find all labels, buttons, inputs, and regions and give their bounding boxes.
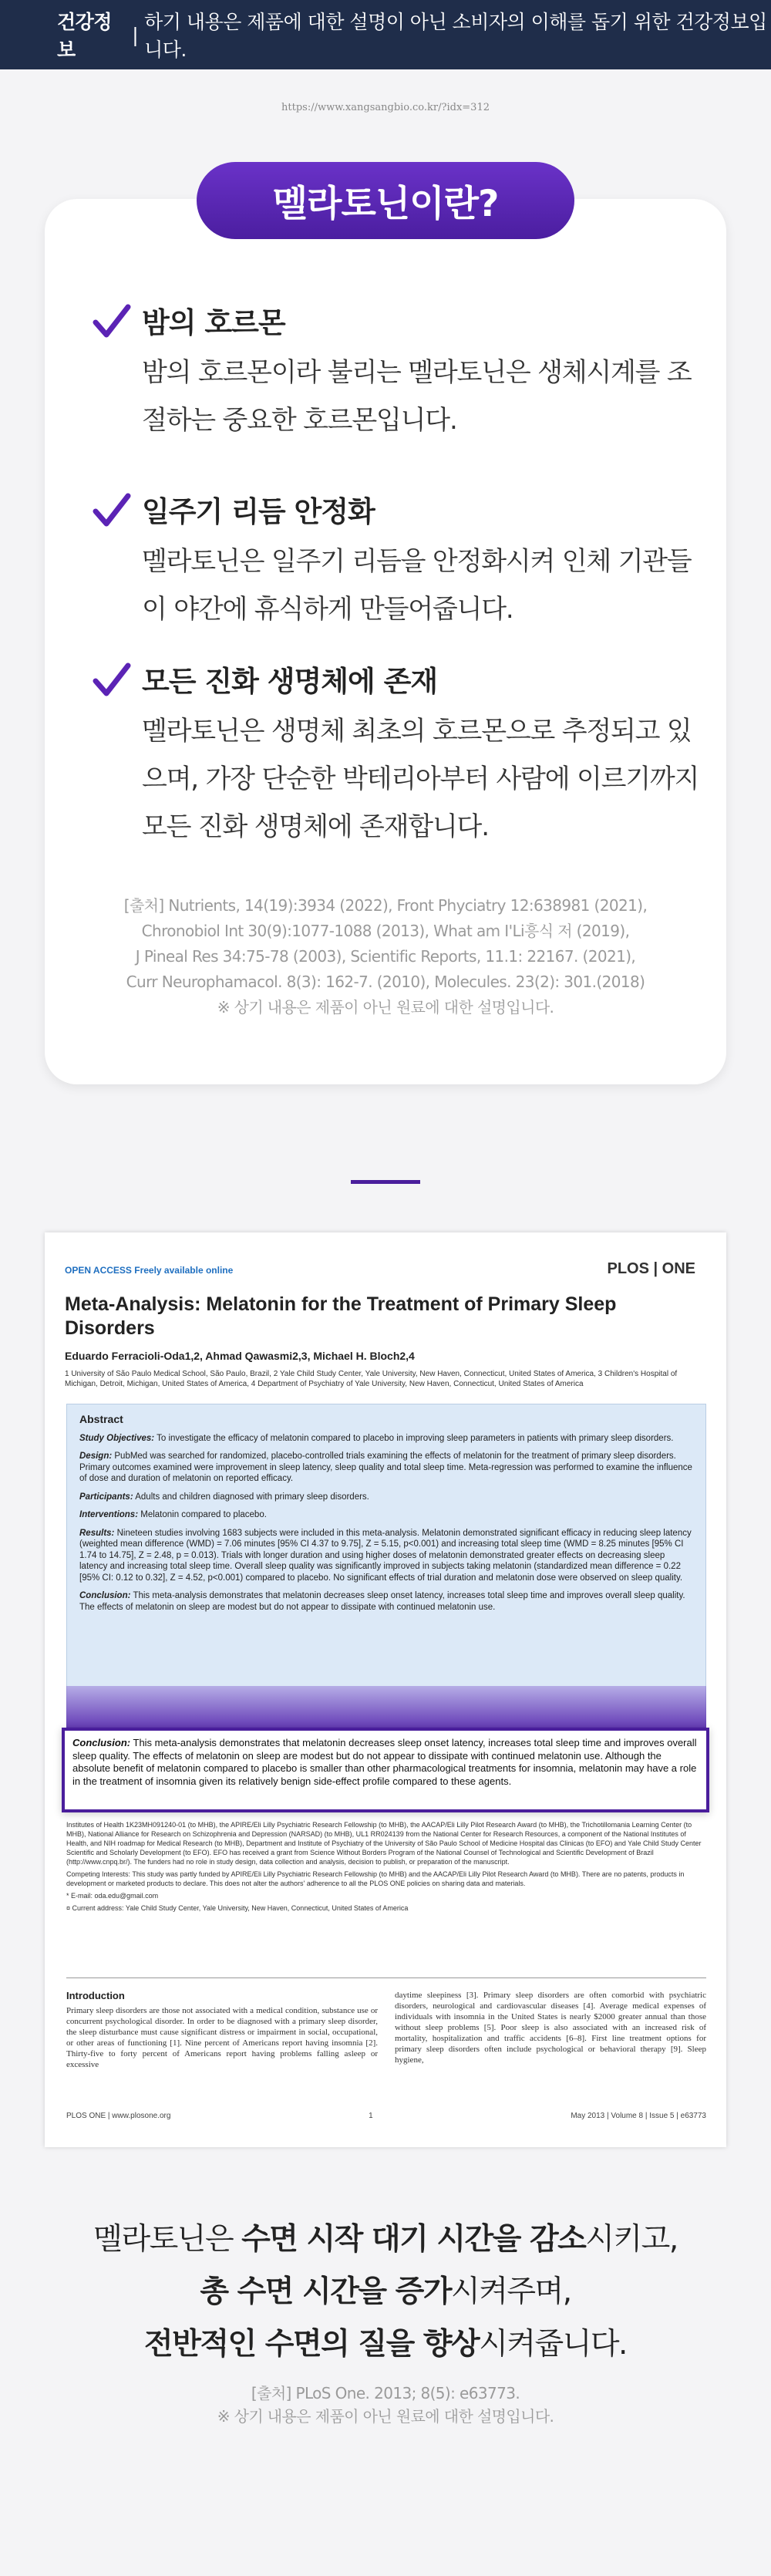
summary-line-3: 전반적인 수면의 질을 향상시켜줍니다. [144, 2327, 627, 2362]
summary-line-1: 멜라토닌은 수면 시작 대기 시간을 감소시키고, [93, 2222, 678, 2257]
meta-line: ¤ Current address: Yale Child Study Center, Yale University, New Haven, Connecticut, United States of America [66, 1904, 409, 1912]
section-divider [351, 1180, 420, 1184]
abstract-paragraph: Interventions: Melatonin compared to placebo. [79, 1510, 267, 1519]
footer-page: 1 [369, 2112, 373, 2120]
highlighted-conclusion [62, 1728, 709, 1812]
checkmark-icon [93, 491, 131, 530]
plos-logo: PLOS | ONE [607, 1260, 695, 1277]
melatonin-info-card [45, 199, 726, 1084]
paper-screenshot [45, 1232, 726, 2147]
intro-heading: Introduction [66, 1990, 125, 2001]
paper-authors: Eduardo Ferracioli-Oda1,2, Ahmad Qawasmi2,3, Michael H. Bloch2,4 [65, 1350, 415, 1362]
item-heading: 일주기 리듬 안정화 [142, 495, 375, 528]
paper-footer [66, 2112, 706, 2120]
summary-source-citation: [출처] PLoS One. 2013; 8(5): e63773. [251, 2384, 520, 2402]
summary-line-2: 총 수면 시간을 증가시켜주며, [200, 2274, 571, 2309]
banner-separator: | [132, 23, 139, 46]
abstract-paragraph: Conclusion: This meta-analysis demonstrates that melatonin decreases sleep onset latency, increases total sleep time and improves overall sleep quality. The effects of melatonin on sleep are modest but do not appear to dissipate with continued melatonin use. [79, 1591, 685, 1612]
paper-abstract [66, 1404, 706, 1728]
highlight-overlay [66, 1686, 706, 1728]
item-body: 멜라토닌은 생명체 최초의 호르몬으로 추정되고 있으며, 가장 단순한 박테리아부터 사람에 이르기까지 모든 진화 생명체에 존재합니다. [142, 716, 699, 842]
paper-affiliations: 1 University of São Paulo Medical School, São Paulo, Brazil, 2 Yale Child Study Center, Yale University, New Haven, Connecticut, United States of America, 3 Children's Hospital of Michigan, Detroit, Michigan, United States of America, 4 Department of Psychiatry of Yale University, New Haven, Connecticut, United States of America [65, 1370, 678, 1388]
health-info-banner [0, 0, 771, 69]
conclusion-text: This meta-analysis demonstrates that melatonin decreases sleep onset latency, increases total sleep time and improves overall sleep quality. The effects of melatonin on sleep are modest but do not appear to dissipate with continued melatonin use. Although the absolute benefit of melatonin compared to placebo is smaller than other pharmacological treatments for insomnia, melatonin may have a role in the treatment of insomnia given its relatively benign side-effect profile compared to these agents. [72, 1737, 697, 1787]
conclusion-label: Conclusion: [72, 1737, 131, 1748]
meta-line: Institutes of Health 1K23MH091240-01 (to MHB), the APIRE/Eli Lilly Psychiatric Research Fellowship (to MHB), the AACAP/Eli Lilly Pilot Research Award (to MHB), the Trichotillomania Learning Center (to MHB), National Alliance for Research on Schizophrenia and Depression (NARSAD) (to MHB), UL1 RR024139 from the National Center for Research Resources, a component of the National Institutes of Health, and NIH roadmap for Medical Research (to MHB), Department and Institute of Psychiatry of the University of São Paulo School of Medicine Hospital das Clinicas (to EFO) and Yale Child Study Center Scientific and Scholarly Development (to EFO). EFO has received a grant from Science Without Borders Program of the National Counsel of Technological and Scientific Development of Brazil (http://www.cnpq.br/). The funders had no role in study design, data collection and analysis, decision to publish, or preparation of the manuscript. [66, 1821, 702, 1866]
abstract-paragraph: Design: PubMed was searched for randomized, placebo-controlled trials examining the effects of melatonin for the treatment of primary sleep disorders. Primary outcomes examined were improvement in sleep latency, sleep quality and total sleep time. Meta-regression was performed to examine the influence of dose and duration of melatonin on reported efficacy. [79, 1452, 692, 1483]
banner-tag: 건강정보 [57, 11, 112, 61]
section-title: 멜라토닌이란? [197, 162, 574, 239]
source-note: ※ 상기 내용은 제품이 아닌 원료에 대한 설명입니다. [217, 998, 554, 1017]
checkmark-icon [93, 302, 131, 341]
item-heading: 모든 진화 생명체에 존재 [142, 665, 438, 698]
paper-title: Meta-Analysis: Melatonin for the Treatment of Primary Sleep Disorders [65, 1293, 617, 1339]
abstract-title: Abstract [79, 1413, 123, 1425]
summary-source [0, 2382, 771, 2428]
abstract-paragraph: Results: Nineteen studies involving 1683 subjects were included in this meta-analysis. Melatonin demonstrated significant efficacy in reducing sleep latency (weighted mean difference (WMD) = 7.06 minutes [95% CI 4.37 to 9.75], Z = 5.15, p<0.001) and increasing total sleep time (WMD = 8.25 minutes [95% CI 1.74 to 14.75], Z = 2.48, p = 0.013). Trials with longer duration and using higher doses of melatonin demonstrated greater effects on decreasing sleep latency and increasing total sleep time. Overall sleep quality was significantly improved in subjects taking melatonin (standardized mean difference = 0.22 [95% CI: 0.12 to 0.32], Z = 4.52, p<0.001) compared to placebo. No significant effects of trial duration and melatonin dose were observed on sleep quality. [79, 1528, 692, 1583]
item-heading: 밤의 호르몬 [142, 306, 285, 339]
banner-text: 하기 내용은 제품에 대한 설명이 아닌 소비자의 이해를 돕기 위한 건강정보입니다. [144, 11, 767, 61]
card-source [76, 893, 695, 1020]
summary-source-note: ※ 상기 내용은 제품이 아닌 원료에 대한 설명입니다. [217, 2407, 554, 2426]
abstract-paragraph: Study Objectives: To investigate the efficacy of melatonin compared to placebo in improving sleep parameters in patients with primary sleep disorders. [79, 1433, 674, 1443]
source-line: Curr Neurophamacol. 8(3): 162-7. (2010), Molecules. 23(2): 301.(2018) [126, 973, 645, 991]
source-line: J Pineal Res 34:75-78 (2003), Scientific Reports, 11.1: 22167. (2021), [135, 947, 636, 966]
checkmark-icon [93, 661, 131, 700]
summary-text [0, 2214, 771, 2371]
intro-left-column: Primary sleep disorders are those not associated with a medical condition, substance use or concurrent psychological disorder. In order to be diagnosed with a primary sleep disorder, the sleep disturbance must cause significant distress or impairment in social, occupational, or other areas of functioning [1]. Nine percent of Americans report having insomnia [2]. Thirty-five to forty percent of Americans report having problems falling asleep or excessive [66, 2006, 378, 2069]
intro-right-column: daytime sleepiness [3]. Primary sleep disorders are often comorbid with psychiatric disorders, neurological and cardiovascular diseases [4]. Average medical expenses of individuals with insomnia in the United States is nearly $2000 greater annual than those without sleep problems [5]. Poor sleep is also associated with an increased risk of mortality, hospitalization and traffic accidents [6–8]. First line treatment options for primary sleep disorders often include psychological or behavioral therapy [9]. Sleep hygiene, [395, 1991, 706, 2065]
meta-line: * E-mail: oda.edu@gmail.com [66, 1892, 159, 1900]
open-access-label: OPEN ACCESS Freely available online [65, 1265, 234, 1276]
footer-volume: May 2013 | Volume 8 | Issue 5 | e63773 [571, 2112, 706, 2120]
source-line: Chronobiol Int 30(9):1077-1088 (2013), What am I'Li흥식 저 (2019), [141, 922, 630, 940]
footer-journal: PLOS ONE | www.plosone.org [66, 2112, 171, 2120]
item-body: 멜라토닌은 일주기 리듬을 안정화시켜 인체 기관들이 야간에 휴식하게 만들어줍니다. [142, 546, 692, 625]
meta-line: Competing Interests: This study was partly funded by APIRE/Eli Lilly Psychiatric Research Fellowship (to MHB) and the AACAP/Eli Lilly Pilot Research Award (to MHB). There are no patents, products in development or marketed products to declare. This does not alter the authors' adherence to all the PLOS ONE policies on sharing data and materials. [66, 1870, 685, 1887]
paper-metadata [66, 1820, 706, 1916]
item-body: 밤의 호르몬이라 불리는 멜라토닌은 생체시계를 조절하는 중요한 호르몬입니다. [142, 357, 692, 436]
source-url: https://www.xangsangbio.co.kr/?idx=312 [281, 102, 490, 113]
abstract-paragraph: Participants: Adults and children diagnosed with primary sleep disorders. [79, 1492, 369, 1502]
source-line: [출처] Nutrients, 14(19):3934 (2022), Front Phyciatry 12:638981 (2021), [123, 896, 648, 915]
